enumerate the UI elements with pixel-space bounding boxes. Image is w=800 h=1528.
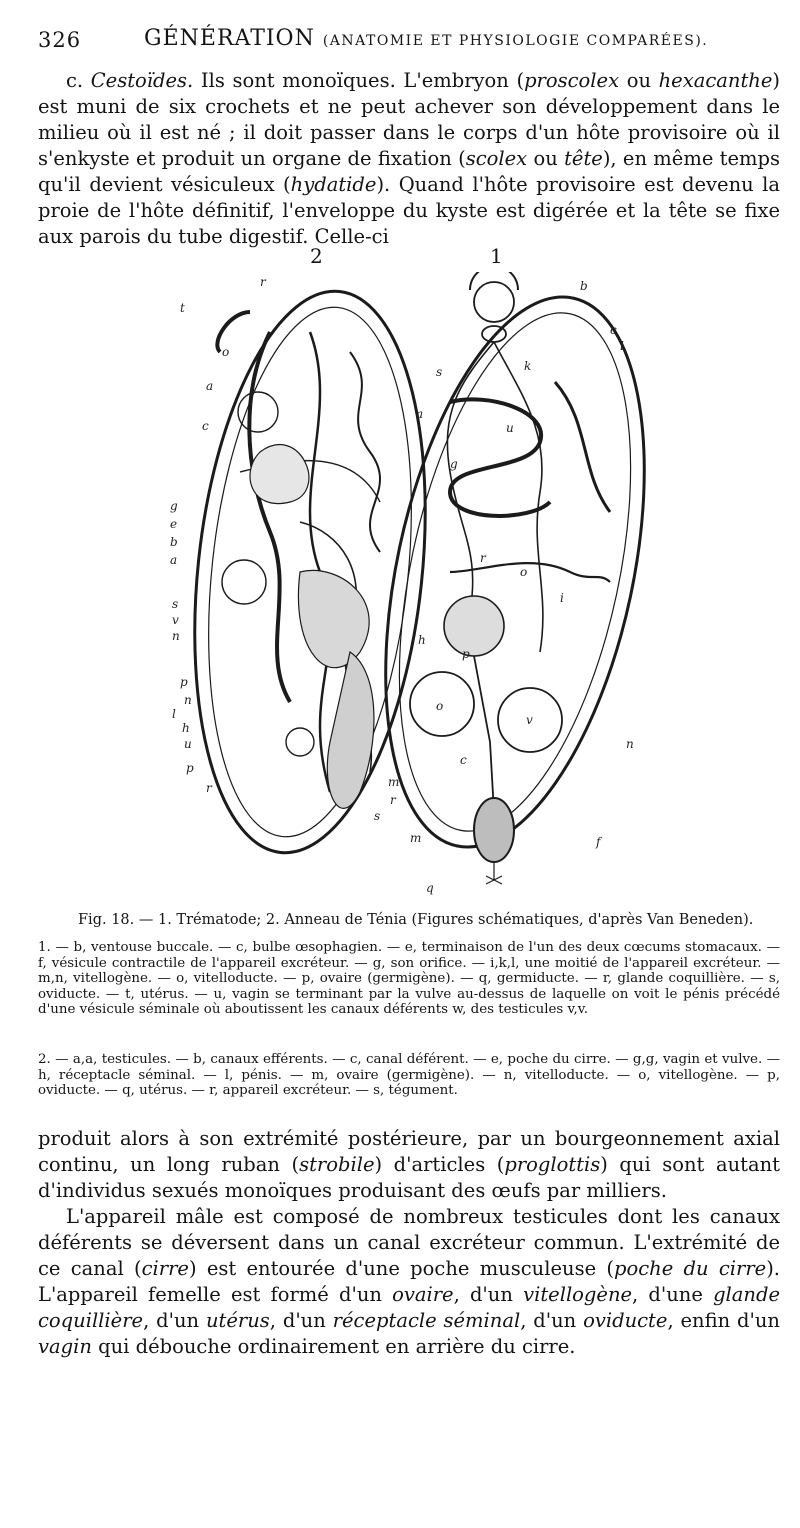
svg-text:t: t (180, 301, 185, 315)
figure-number-right: 1 (490, 244, 503, 268)
page-header (38, 22, 778, 56)
svg-text:f: f (596, 835, 601, 849)
figure-numbers (0, 244, 800, 268)
svg-text:i: i (560, 591, 564, 605)
svg-text:r: r (260, 275, 266, 289)
svg-text:e: e (170, 517, 178, 531)
legend-item-tapeworm: 2. — a,a, testicules. — b, canaux efférents. — c, canal déférent. — e, poche du cirre. — g,g, vagin et vulve. — h, réceptacle séminal. — l, pénis. — m, ovaire (germigène). — n, vitelloducte. — o, vitellogène. — p, oviducte. — q, utérus. — r, appareil excréteur. — s, tégument. (38, 1052, 780, 1098)
svg-text:p: p (180, 675, 188, 689)
svg-text:l: l (172, 707, 176, 721)
svg-text:r: r (480, 551, 486, 565)
paragraph-appareil: L'appareil mâle est composé de nombreux testicules dont les canaux déférents se déversent dans un canal excréteur commun. L'extrémité de ce canal (cirre) est entourée d'une poche musculeuse (poche du cirre). L'appareil femelle est formé d'un ovaire, d'un vitellogène, d'une glande coquillière, d'un utérus, d'un réceptacle séminal, d'un oviducte, enfin d'un vagin qui débouche ordinairement en arrière du cirre. (38, 1205, 780, 1358)
section-term: Cestoïdes. (90, 69, 194, 92)
figure-caption: Fig. 18. — 1. Trématode; 2. Anneau de Ténia (Figures schématiques, d'après Van Beneden). (78, 912, 754, 928)
svg-text:a: a (170, 553, 178, 567)
svg-text:l: l (620, 339, 624, 353)
svg-text:m: m (388, 775, 400, 789)
anatomy-figure (150, 272, 670, 902)
svg-text:u: u (184, 737, 192, 751)
figure-legend-2 (38, 1052, 780, 1099)
running-title (144, 26, 708, 51)
svg-text:v: v (526, 713, 533, 727)
svg-text:m: m (410, 831, 422, 845)
page-number: 326 (38, 28, 82, 52)
svg-text:p: p (462, 647, 470, 661)
svg-text:o: o (222, 345, 230, 359)
svg-text:c: c (610, 323, 617, 337)
svg-text:r: r (390, 793, 396, 807)
svg-text:h: h (182, 721, 190, 735)
svg-text:k: k (524, 359, 532, 373)
svg-text:r: r (206, 781, 212, 795)
svg-text:a: a (416, 407, 424, 421)
figure-number-left: 2 (310, 244, 323, 268)
svg-text:b: b (580, 279, 588, 293)
svg-text:n: n (626, 737, 634, 751)
running-title-main: GÉNÉRATION (144, 26, 315, 51)
svg-text:u: u (506, 421, 514, 435)
svg-text:v: v (172, 613, 179, 627)
svg-text:h: h (418, 633, 426, 647)
svg-text:s: s (436, 365, 443, 379)
paragraph-cestoides: c. Cestoïdes. Ils sont monoïques. L'embryon (proscolex ou hexacanthe) est muni de six crochets et ne peut achever son développement dans le milieu où il est né ; il doit passer dans le corps d'un hôte provisoire où il s'enkyste et produit un organe de fixation (scolex ou tête), en même temps qu'il devient vésiculeux (hydatide). Quand l'hôte provisoire est devenu la proie de l'hôte définitif, l'enveloppe du kyste est digérée et la tête se fixe aux parois du tube digestif. Celle-ci (38, 69, 781, 248)
svg-text:c: c (460, 753, 467, 767)
svg-text:g: g (450, 457, 458, 471)
running-title-sub: (ANATOMIE ET PHYSIOLOGIE COMPARÉES). (322, 33, 709, 49)
paragraph-continuation: produit alors à son extrémité postérieure, par un bourgeonnement axial continu, un long ruban (strobile) d'articles (proglottis) qui sont autant d'individus sexués monoïques produisant des œufs par milliers. L'appareil mâle est composé de nombreux testicules dont les canaux déférents se déversent dans un canal excréteur commun. L'extrémité de ce canal (cirre) est entourée d'une poche musculeuse (poche du cirre). L'appareil femelle est formé d'un ovaire, d'un vitellogène, d'une glande coquillière, d'un utérus, d'un réceptacle séminal, d'un oviducte, enfin d'un vagin qui débouche ordinairement en arrière du cirre. (38, 1127, 780, 1358)
svg-text:g: g (170, 499, 178, 513)
svg-text:b: b (170, 535, 178, 549)
figure-legend-1 (38, 940, 780, 1018)
svg-text:a: a (206, 379, 214, 393)
svg-text:p: p (186, 761, 194, 775)
svg-text:s: s (374, 809, 381, 823)
svg-text:o: o (520, 565, 528, 579)
svg-text:c: c (202, 419, 209, 433)
svg-text:q: q (426, 881, 434, 895)
svg-text:n: n (184, 693, 192, 707)
svg-text:o: o (436, 699, 444, 713)
svg-text:n: n (172, 629, 180, 643)
legend-item-trematode: 1. — b, ventouse buccale. — c, bulbe œsophagien. — e, terminaison de l'un des deux cœcums stomacaux. — f, vésicule contractile de l'appareil excréteur. — g, son orifice. — i,k,l, une moitié de l'appareil excréteur. — m,n, vitellogène. — o, vitelloducte. — p, ovaire (germigène). — q, germiducte. — r, glande coquillière. — s, oviducte. — t, utérus. — u, vagin se terminant par la vulve au-dessus de laquelle on voit le pénis précédé d'une vésicule séminale où aboutissent les canaux déférents w, des testicules v,v. (38, 940, 780, 1017)
figure-letter-labels (170, 275, 634, 895)
svg-text:s: s (172, 597, 179, 611)
